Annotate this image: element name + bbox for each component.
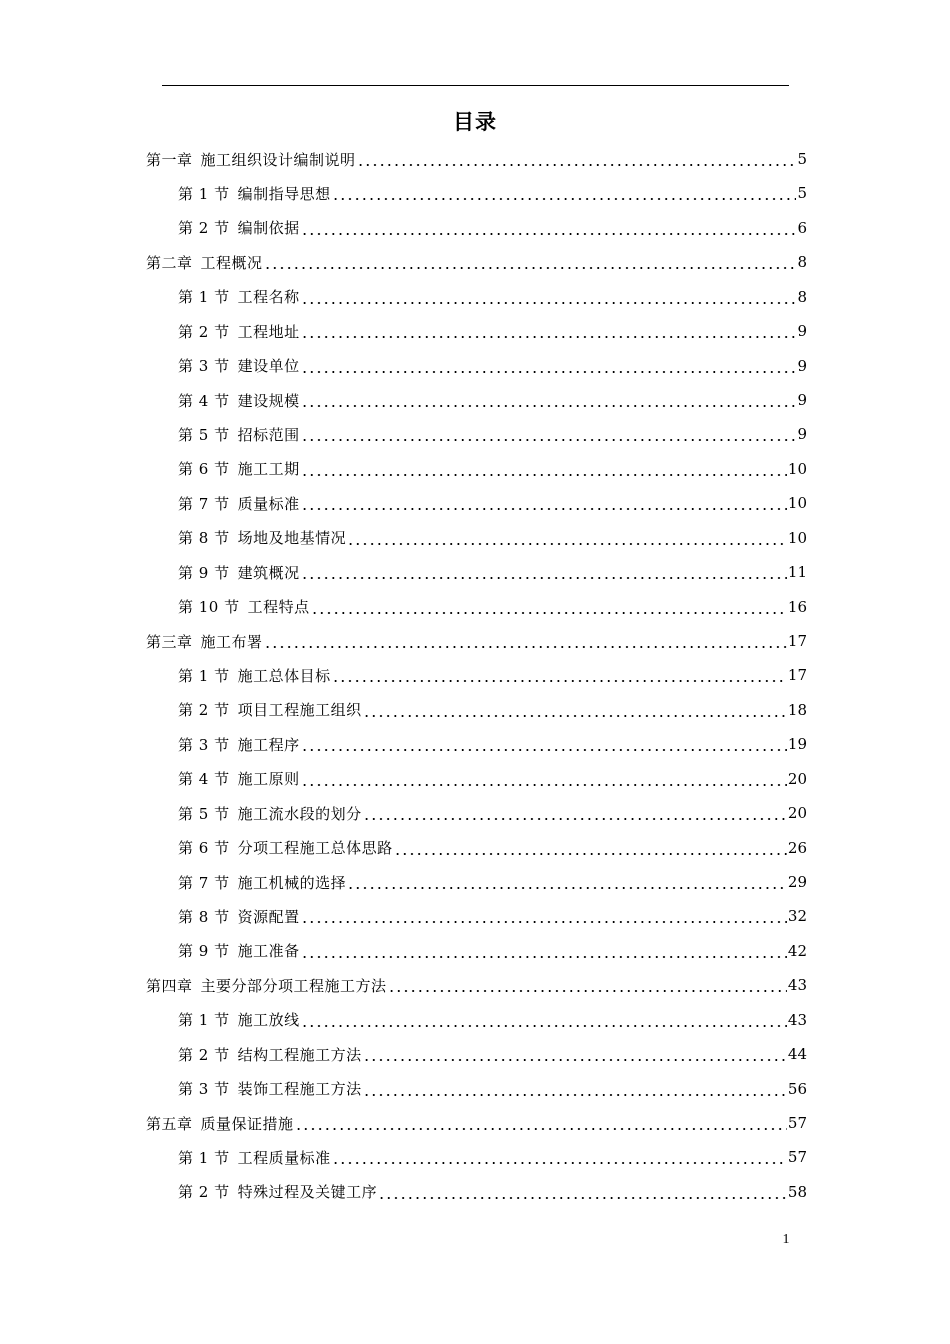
- toc-section-entry[interactable]: [178, 762, 807, 796]
- toc-entry-label: [178, 390, 300, 411]
- dot-leader: [363, 1072, 787, 1106]
- dot-leader: [363, 1037, 787, 1071]
- toc-section-entry[interactable]: [178, 1140, 807, 1174]
- toc-entry-page: 29: [787, 873, 807, 892]
- toc-section-entry[interactable]: [178, 865, 807, 899]
- toc-entry-page: 26: [787, 838, 807, 857]
- toc-entry-page: 8: [797, 287, 807, 306]
- toc-entry-label: [178, 596, 310, 617]
- dot-leader: [357, 142, 797, 176]
- toc-entry-title: 工程质量标准: [237, 1148, 331, 1167]
- toc-entry-title: 资源配置: [237, 907, 300, 926]
- dot-leader: [332, 1140, 787, 1174]
- toc-section-entry[interactable]: [178, 727, 807, 761]
- dot-leader: [301, 762, 787, 796]
- toc-entry-page: 5: [797, 184, 807, 203]
- toc-entry-page: 58: [787, 1182, 807, 1201]
- toc-entry-title: 招标范围: [237, 425, 300, 444]
- toc-section-entry[interactable]: [178, 314, 807, 348]
- toc-entry-title: 施工工期: [237, 460, 300, 479]
- toc-entry-title: 建设单位: [237, 357, 300, 376]
- toc-entry-title: 施工放线: [237, 1011, 300, 1030]
- toc-entry-page: 19: [787, 735, 807, 754]
- toc-entry-title: 结构工程施工方法: [237, 1045, 362, 1064]
- toc-section-entry[interactable]: [178, 831, 807, 865]
- dot-leader: [264, 624, 787, 658]
- dot-leader: [264, 245, 797, 279]
- toc-entry-page: 43: [787, 976, 807, 995]
- toc-entry-label: [178, 424, 300, 445]
- dot-leader: [311, 590, 787, 624]
- toc-entry-page: 9: [797, 425, 807, 444]
- toc-entry-number: 第 8 节: [178, 907, 230, 926]
- toc-section-entry[interactable]: [178, 1003, 807, 1037]
- toc-chapter-entry[interactable]: [146, 1106, 807, 1140]
- dot-leader: [301, 314, 797, 348]
- dot-leader: [301, 486, 787, 520]
- toc-entry-number: 第 2 节: [178, 322, 230, 341]
- toc-entry-title: 质量保证措施: [200, 1114, 294, 1133]
- toc-entry-label: [178, 906, 300, 927]
- toc-entry-number: 第一章: [146, 150, 193, 169]
- toc-section-entry[interactable]: [178, 349, 807, 383]
- toc-section-entry[interactable]: [178, 934, 807, 968]
- toc-entry-page: 11: [787, 563, 807, 582]
- toc-entry-page: 8: [797, 253, 807, 272]
- toc-entry-label: [178, 527, 346, 548]
- toc-chapter-entry[interactable]: [146, 142, 807, 176]
- toc-entry-label: [178, 768, 300, 789]
- dot-leader: [332, 176, 797, 210]
- toc-entry-title: 装饰工程施工方法: [237, 1080, 362, 1099]
- dot-leader: [378, 1175, 787, 1209]
- toc-entry-page: 43: [787, 1010, 807, 1029]
- toc-entry-label: [146, 1113, 294, 1134]
- toc-entry-page: 20: [787, 769, 807, 788]
- toc-entry-label: [178, 355, 300, 376]
- toc-entry-page: 44: [787, 1045, 807, 1064]
- toc-entry-page: 57: [787, 1114, 807, 1133]
- toc-entry-title: 编制指导思想: [237, 184, 331, 203]
- dot-leader: [394, 831, 787, 865]
- toc-entry-number: 第 7 节: [178, 494, 230, 513]
- toc-entry-label: [178, 286, 300, 307]
- dot-leader: [301, 899, 787, 933]
- toc-entry-page: 9: [797, 391, 807, 409]
- toc-section-entry[interactable]: [178, 796, 807, 830]
- toc-entry-title: 场地及地基情况: [237, 529, 347, 548]
- toc-entry-label: [146, 631, 263, 652]
- toc-entry-label: [178, 217, 300, 238]
- dot-leader: [301, 452, 787, 486]
- toc-entry-number: 第 6 节: [178, 460, 230, 479]
- toc-entry-number: 第 1 节: [178, 184, 230, 203]
- toc-entry-number: 第 1 节: [178, 666, 230, 685]
- toc-entry-label: [178, 872, 346, 893]
- toc-section-entry[interactable]: [178, 899, 807, 933]
- toc-title: 目录: [453, 110, 497, 134]
- toc-section-entry[interactable]: [178, 693, 807, 727]
- toc-entry-title: 施工流水段的划分: [237, 804, 362, 823]
- toc-entry-page: 56: [787, 1079, 807, 1098]
- toc-entry-title: 工程特点: [247, 598, 310, 617]
- toc-entry-number: 第二章: [146, 253, 193, 272]
- toc-entry-number: 第 2 节: [178, 701, 230, 720]
- toc-entry-label: [178, 493, 300, 514]
- toc-entry-label: [146, 975, 387, 996]
- toc-entry-page: 10: [787, 459, 807, 478]
- toc-chapter-entry[interactable]: [146, 968, 807, 1002]
- toc-entry-label: [178, 665, 331, 686]
- dot-leader: [301, 727, 787, 761]
- toc-entry-title: 工程概况: [200, 253, 263, 272]
- toc-section-entry[interactable]: [178, 521, 807, 555]
- dot-leader: [363, 693, 787, 727]
- toc-chapter-entry[interactable]: [146, 624, 807, 658]
- dot-leader: [347, 521, 787, 555]
- toc-entry-label: [178, 458, 300, 479]
- dot-leader: [301, 349, 797, 383]
- toc-entry-label: [146, 252, 263, 273]
- toc-entry-number: 第 3 节: [178, 1080, 230, 1099]
- toc-entry-title: 特殊过程及关键工序: [237, 1183, 378, 1202]
- toc-entry-title: 施工组织设计编制说明: [200, 150, 356, 169]
- toc-section-entry[interactable]: [178, 1175, 807, 1209]
- toc-entry-label: [178, 1147, 331, 1168]
- toc-section-entry[interactable]: [178, 1037, 807, 1071]
- toc-chapter-entry[interactable]: [146, 245, 807, 279]
- toc-entry-page: 32: [787, 907, 807, 926]
- toc-entry-number: 第三章: [146, 632, 193, 651]
- toc-entry-title: 施工布署: [200, 632, 263, 651]
- toc-entry-number: 第 10 节: [178, 598, 240, 617]
- toc-entry-label: [178, 183, 331, 204]
- toc-entry-label: [178, 803, 362, 824]
- toc-entry-page: 5: [797, 150, 807, 168]
- toc-entry-title: 编制依据: [237, 219, 300, 238]
- toc-entry-number: 第 6 节: [178, 839, 230, 858]
- toc-entry-number: 第 5 节: [178, 804, 230, 823]
- dot-leader: [301, 417, 797, 451]
- dot-leader: [295, 1106, 787, 1140]
- toc-section-entry[interactable]: [178, 555, 807, 589]
- dot-leader: [363, 796, 787, 830]
- toc-entry-number: 第 4 节: [178, 391, 230, 410]
- toc-entry-number: 第 9 节: [178, 563, 230, 582]
- toc-entry-page: 42: [787, 941, 807, 960]
- toc-entry-title: 项目工程施工组织: [237, 701, 362, 720]
- toc-entry-title: 工程地址: [237, 322, 300, 341]
- toc-section-entry[interactable]: [178, 383, 807, 417]
- toc-entry-title: 质量标准: [237, 494, 300, 513]
- dot-leader: [347, 865, 787, 899]
- toc-entry-page: 6: [797, 218, 807, 237]
- toc-entry-number: 第 1 节: [178, 1011, 230, 1030]
- dot-leader: [388, 968, 787, 1002]
- toc-entry-page: 20: [787, 804, 807, 823]
- toc-entry-page: 9: [797, 322, 807, 341]
- dot-leader: [301, 280, 797, 314]
- toc-section-entry[interactable]: [178, 658, 807, 692]
- toc-entry-number: 第 2 节: [178, 1045, 230, 1064]
- toc-entry-number: 第 7 节: [178, 873, 230, 892]
- toc-entry-title: 施工原则: [237, 770, 300, 789]
- dot-leader: [301, 1003, 787, 1037]
- toc-entry-page: 10: [787, 494, 807, 513]
- toc-entry-label: [178, 1078, 362, 1099]
- toc-entry-label: [178, 1044, 362, 1065]
- toc-entry-number: 第 2 节: [178, 1183, 230, 1202]
- toc-entry-title: 施工总体目标: [237, 666, 331, 685]
- toc-entry-label: [178, 562, 300, 583]
- page-number: 1: [782, 1232, 790, 1247]
- toc-entry-title: 施工程序: [237, 735, 300, 754]
- toc-entry-number: 第四章: [146, 976, 193, 995]
- toc-entry-title: 建设规模: [237, 391, 300, 410]
- dot-leader: [301, 383, 797, 417]
- toc-section-entry[interactable]: [178, 211, 807, 245]
- toc-section-entry[interactable]: [178, 452, 807, 486]
- toc-section-entry[interactable]: [178, 590, 807, 624]
- toc-entry-number: 第 3 节: [178, 735, 230, 754]
- dot-leader: [301, 211, 797, 245]
- toc-entry-label: [146, 149, 356, 170]
- toc-entry-number: 第 5 节: [178, 425, 230, 444]
- header-rule: [162, 85, 789, 86]
- toc-entry-number: 第 4 节: [178, 770, 230, 789]
- toc-entry-title: 主要分部分项工程施工方法: [200, 976, 387, 995]
- dot-leader: [301, 934, 787, 968]
- toc-entry-page: 9: [797, 356, 807, 375]
- toc-entry-number: 第 2 节: [178, 219, 230, 238]
- toc-entry-page: 16: [787, 597, 807, 616]
- toc-entry-label: [178, 940, 300, 961]
- dot-leader: [301, 555, 787, 589]
- toc-entry-label: [178, 837, 393, 858]
- toc-entry-label: [178, 1181, 377, 1202]
- toc-entry-title: 建筑概况: [237, 563, 300, 582]
- toc-entry-page: 17: [787, 666, 807, 685]
- toc-section-entry[interactable]: [178, 176, 807, 210]
- toc-entry-title: 施工准备: [237, 942, 300, 961]
- toc-entry-number: 第 9 节: [178, 942, 230, 961]
- toc-entry-page: 10: [787, 528, 807, 547]
- toc-entry-title: 分项工程施工总体思路: [237, 839, 393, 858]
- toc-entry-title: 施工机械的选择: [237, 873, 347, 892]
- toc-entry-page: 18: [787, 700, 807, 719]
- toc-entry-number: 第 1 节: [178, 288, 230, 307]
- toc-section-entry[interactable]: [178, 1072, 807, 1106]
- toc-entry-label: [178, 734, 300, 755]
- toc-section-entry[interactable]: [178, 486, 807, 520]
- toc-entry-label: [178, 1009, 300, 1030]
- toc-entry-number: 第五章: [146, 1114, 193, 1133]
- toc-section-entry[interactable]: [178, 417, 807, 451]
- toc-entry-number: 第 3 节: [178, 357, 230, 376]
- toc-entry-number: 第 8 节: [178, 529, 230, 548]
- toc-entry-label: [178, 699, 362, 720]
- toc-entry-number: 第 1 节: [178, 1148, 230, 1167]
- toc-entry-page: 57: [787, 1148, 807, 1167]
- dot-leader: [332, 658, 787, 692]
- toc-section-entry[interactable]: [178, 280, 807, 314]
- toc-entry-page: 17: [787, 632, 807, 651]
- toc-entry-label: [178, 321, 300, 342]
- toc-entry-title: 工程名称: [237, 288, 300, 307]
